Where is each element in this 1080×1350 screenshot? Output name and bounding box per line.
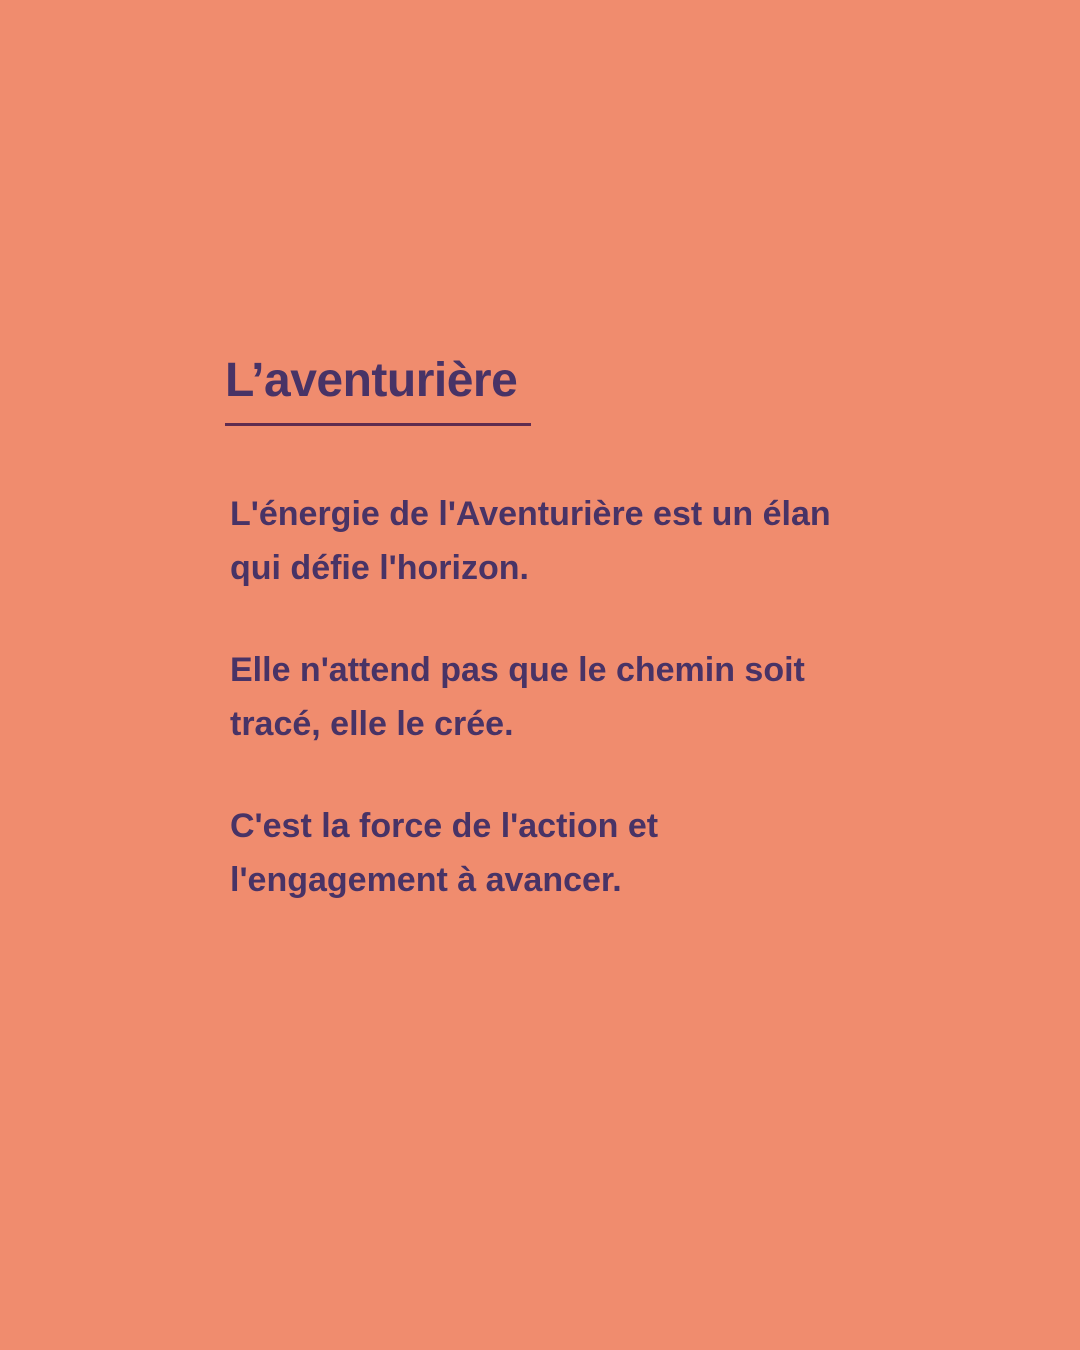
paragraph-1 [230, 487, 865, 595]
body-text [230, 487, 865, 907]
paragraph-1-line-1: L'énergie de l'Aventurière est un élan [230, 495, 831, 533]
paragraph-2-line-1: Elle n'attend pas que le chemin soit [230, 651, 805, 689]
paragraph-3-line-1: C'est la force de l'action et [230, 807, 659, 845]
title-underline [225, 423, 531, 426]
paragraph-3 [230, 799, 865, 907]
paragraph-1-line-2: qui défie l'horizon. [230, 549, 529, 587]
quote-card [225, 356, 865, 907]
paragraph-2-line-2: tracé, elle le crée. [230, 705, 514, 743]
paragraph-2 [230, 643, 865, 751]
paragraph-3-line-2: l'engagement à avancer. [230, 861, 622, 899]
page-title: L’aventurière [225, 354, 518, 407]
